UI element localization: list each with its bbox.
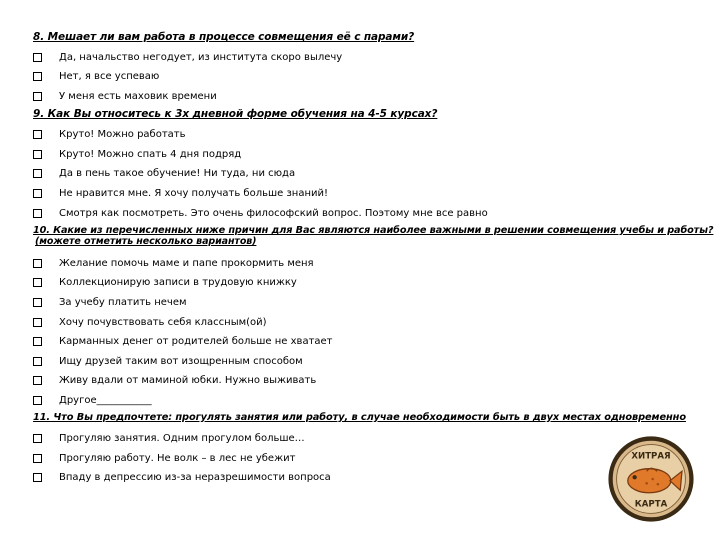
checkbox[interactable] — [33, 318, 42, 327]
checkbox[interactable] — [33, 209, 42, 218]
q10-option-7[interactable] — [33, 373, 316, 387]
checkbox[interactable] — [33, 53, 42, 62]
q9-option-1[interactable] — [33, 127, 186, 141]
question-11-title: 11. Что Вы предпочтете: прогулять занятия или работу, в случае необходимости быть в двух местах одновременно — [33, 412, 686, 423]
option-label: Круто! Можно спать 4 дня подряд — [59, 148, 242, 160]
checkbox[interactable] — [33, 396, 42, 405]
checkbox[interactable] — [33, 278, 42, 287]
checkbox[interactable] — [33, 259, 42, 268]
option-label: Круто! Можно работать — [59, 128, 186, 140]
option-label: За учебу платить нечем — [59, 296, 187, 308]
checkbox[interactable] — [33, 72, 42, 81]
checkbox[interactable] — [33, 130, 42, 139]
q8-option-1[interactable] — [33, 50, 342, 64]
badge-bottom-text: КАРТА — [634, 499, 668, 510]
q9-option-4[interactable] — [33, 186, 328, 200]
q9-option-5[interactable] — [33, 206, 488, 220]
question-10-subtitle: (можете отметить несколько вариантов) — [35, 236, 257, 247]
option-label: Не нравится мне. Я хочу получать больше знаний! — [59, 187, 329, 199]
q11-option-1[interactable] — [33, 431, 305, 445]
option-label: Нет, я все успеваю — [59, 70, 160, 82]
option-label: Смотря как посмотреть. Это очень философский вопрос. Поэтому мне все равно — [59, 207, 488, 219]
checkbox[interactable] — [33, 92, 42, 101]
option-label: Ищу друзей таким вот изощренным способом — [59, 355, 303, 367]
checkbox[interactable] — [33, 357, 42, 366]
option-label: Карманных денег от родителей больше не хватает — [59, 335, 333, 347]
checkbox[interactable] — [33, 454, 42, 463]
q10-option-6[interactable] — [33, 354, 303, 368]
q9-option-3[interactable] — [33, 166, 295, 180]
option-label: Желание помочь маме и папе прокормить меня — [59, 257, 314, 269]
option-label: Живу вдали от маминой юбки. Нужно выживать — [59, 374, 317, 386]
checkbox[interactable] — [33, 169, 42, 178]
q8-option-2[interactable] — [33, 69, 159, 83]
checkbox[interactable] — [33, 150, 42, 159]
q8-option-3[interactable] — [33, 89, 217, 103]
badge-top-text: ХИТРАЯ — [631, 451, 671, 462]
checkbox[interactable] — [33, 298, 42, 307]
q10-option-1[interactable] — [33, 256, 314, 270]
checkbox[interactable] — [33, 189, 42, 198]
q10-option-8[interactable] — [33, 393, 152, 407]
option-label: Другое___________ — [59, 394, 152, 406]
q11-option-3[interactable] — [33, 470, 331, 484]
option-label: Прогуляю работу. Не волк – в лес не убежит — [59, 452, 296, 464]
q10-option-2[interactable] — [33, 275, 297, 289]
question-10-title — [33, 224, 713, 247]
q11-option-2[interactable] — [33, 451, 295, 465]
question-8-title: 8. Мешает ли вам работа в процессе совмещения её с парами? — [33, 31, 415, 43]
q9-option-2[interactable] — [33, 147, 241, 161]
checkbox[interactable] — [33, 473, 42, 482]
q10-option-4[interactable] — [33, 315, 267, 329]
option-label: Хочу почувствовать себя классным(ой) — [59, 316, 267, 328]
option-label: Коллекционирую записи в трудовую книжку — [59, 276, 297, 288]
option-label: Впаду в депрессию из-за неразрешимости вопроса — [59, 471, 331, 483]
question-10-text: 10. Какие из перечисленных ниже причин для Вас являются наиболее важными в решении совмещения учебы и работы? — [33, 225, 714, 236]
q10-option-3[interactable] — [33, 295, 187, 309]
question-9-title: 9. Как Вы относитесь к 3х дневной форме обучения на 4-5 курсах? — [33, 108, 438, 120]
fish-logo-badge — [608, 436, 694, 522]
q10-option-5[interactable] — [33, 334, 333, 348]
checkbox[interactable] — [33, 337, 42, 346]
checkbox[interactable] — [33, 434, 42, 443]
option-label: Да, начальство негодует, из института скоро вылечу — [59, 51, 343, 63]
option-label: Да в пень такое обучение! Ни туда, ни сюда — [59, 167, 296, 179]
option-label: Прогуляю занятия. Одним прогулом больше… — [59, 432, 305, 444]
checkbox[interactable] — [33, 376, 42, 385]
option-label: У меня есть маховик времени — [59, 90, 217, 102]
